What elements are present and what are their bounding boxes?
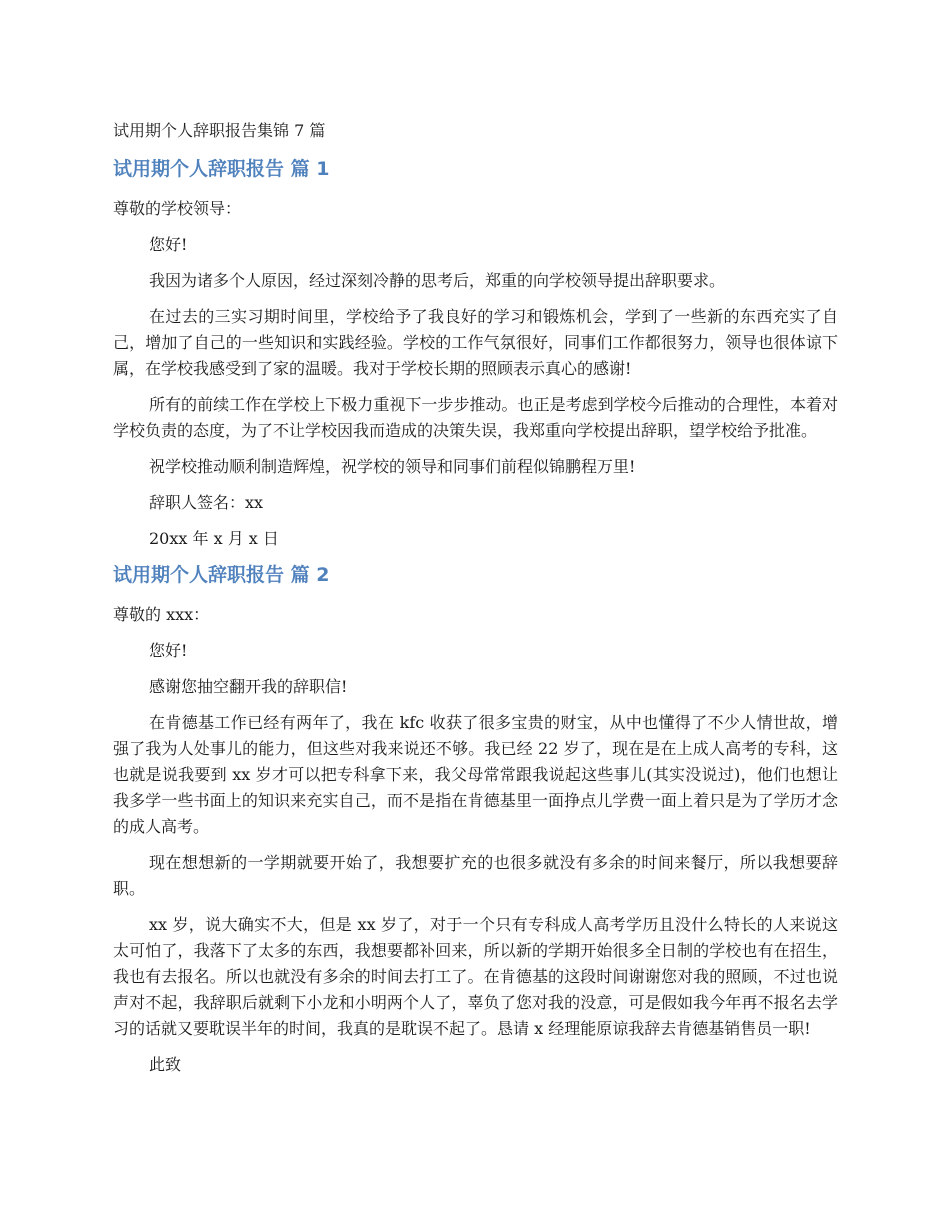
section-2	[113, 562, 838, 1078]
closing-wish: 祝学校推动顺利制造辉煌，祝学校的领导和同事们前程似锦鹏程万里!	[149, 457, 636, 476]
document-title: 试用期个人辞职报告集锦 7 篇	[113, 121, 326, 140]
body-paragraph: 所有的前续工作在学校上下极力重视下一步步推动。也正是考虑到学校今后推动的合理性，本着对学校负责的态度，为了不让学校因我而造成的决策失误，我郑重向学校提出辞职，望学校给予批准。	[113, 395, 838, 440]
salutation: 尊敬的学校领导：	[113, 199, 242, 218]
body-paragraph: 我因为诸多个人原因，经过深刻冷静的思考后，郑重的向学校领导提出辞职要求。	[149, 271, 726, 290]
section-1	[113, 156, 838, 552]
document-page	[113, 118, 838, 1088]
salutation: 尊敬的 xxx：	[113, 605, 210, 624]
body-paragraph: 现在想想新的一学期就要开始了，我想要扩充的也很多就没有多余的时间来餐厅，所以我想要辞职。	[113, 853, 838, 898]
section-heading: 试用期个人辞职报告 篇 2	[113, 564, 330, 586]
greeting: 您好!	[149, 235, 188, 254]
date-line: 20xx 年 x 月 x 日	[149, 529, 279, 548]
body-paragraph: 在肯德基工作已经有两年了，我在 kfc 收获了很多宝贵的财宝，从中也懂得了不少人情世故，增强了我为人处事儿的能力，但这些对我来说还不够。我已经 22 岁了，现在是在上成人高考的专科，这也就是说我要到 xx 岁才可以把专科拿下来，我父母常常跟我说起这些事儿(其实没说过)，他们也想让我多学一些书面上的知识来充实自己，而不是指在肯德基里一面挣点儿学费一面上着只是为了学历才念的成人高考。	[113, 713, 838, 836]
body-paragraph: 在过去的三实习期时间里，学校给予了我良好的学习和锻炼机会，学到了一些新的东西充实了自己，增加了自己的一些知识和实践经验。学校的工作气氛很好，同事们工作都很努力，领导也很体谅下属，在学校我感受到了家的温暖。我对于学校长期的照顾表示真心的感谢!	[113, 307, 838, 378]
body-paragraph: 感谢您抽空翻开我的辞职信!	[149, 677, 348, 696]
greeting: 您好!	[149, 641, 188, 660]
body-paragraph: xx 岁，说大确实不大，但是 xx 岁了，对于一个只有专科成人高考学历且没什么特长的人来说这太可怕了，我落下了太多的东西，我想要都补回来，所以新的学期开始很多全日制的学校也有在招生，我也有去报名。所以也就没有多余的时间去打工了。在肯德基的这段时间谢谢您对我的照顾，不过也说声对不起，我辞职后就剩下小龙和小明两个人了，辜负了您对我的没意，可是假如我今年再不报名去学习的话就又要耽误半年的时间，我真的是耽误不起了。恳请 x 经理能原谅我辞去肯德基销售员一职!	[113, 915, 838, 1038]
closing-phrase: 此致	[149, 1055, 182, 1074]
signature-line: 辞职人签名：xx	[149, 493, 264, 512]
section-heading: 试用期个人辞职报告 篇 1	[113, 158, 330, 180]
